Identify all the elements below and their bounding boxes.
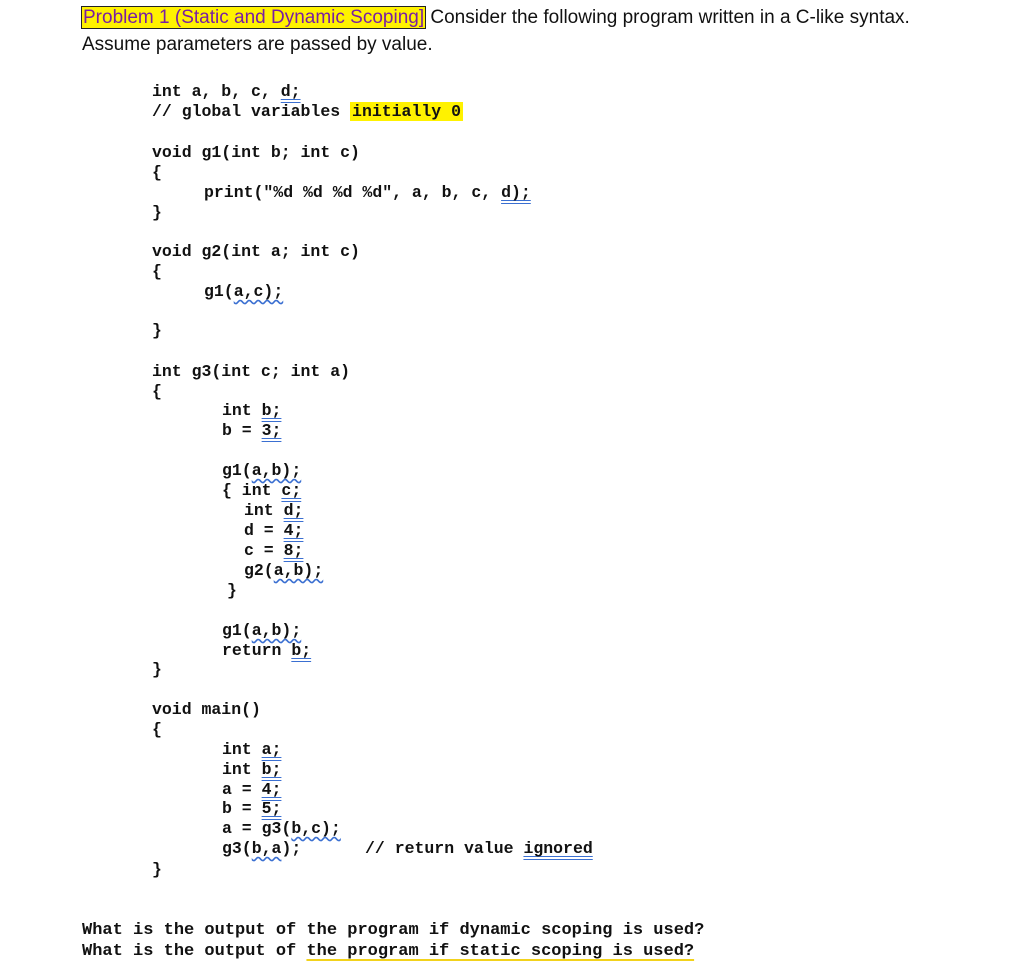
code-line-g3-return (222, 641, 311, 661)
code-text: d); (501, 183, 531, 202)
code-text: g3( (222, 839, 252, 858)
code-text: b; (261, 401, 282, 420)
code-line-main-close: } (152, 860, 162, 879)
code-line-main-call2 (222, 839, 301, 859)
question-text: What is the output of (82, 921, 307, 940)
code-line-block-assign-d (244, 521, 303, 541)
code-text: a,b); (251, 461, 302, 480)
code-text: g1( (222, 621, 252, 640)
highlight-initially: initially 0 (352, 102, 461, 121)
code-line-globals (152, 82, 301, 102)
code-line-g1-sig: void g1(int b; int c) (152, 143, 360, 162)
code-line-g3-assign-b (222, 421, 281, 441)
code-text: return (222, 641, 292, 660)
code-text: c = (244, 541, 284, 560)
code-line-block-decl-d (244, 501, 303, 521)
code-text: { int (222, 481, 282, 500)
code-line-block-close: } (227, 581, 237, 600)
code-line-g1-close: } (152, 203, 162, 222)
code-line-block-call (244, 561, 323, 581)
code-line-g1-open: { (152, 163, 162, 182)
code-text: int (244, 501, 284, 520)
code-text: 8; (283, 541, 304, 560)
code-text: g1( (222, 461, 252, 480)
code-line-g1-print (204, 183, 531, 203)
code-line-main-decl-a (222, 740, 281, 760)
question-text: What is the output of (82, 942, 307, 961)
code-line-globals-comment (152, 102, 463, 122)
code-line-block-open (222, 481, 301, 501)
code-line-g2-sig: void g2(int a; int c) (152, 242, 360, 261)
code-text: a = g3( (222, 819, 292, 838)
question-static (82, 941, 694, 962)
code-text: 5; (261, 799, 282, 818)
code-text: g2( (244, 561, 274, 580)
code-line-main-assign-b (222, 799, 281, 819)
code-line-block-assign-c (244, 541, 303, 561)
code-line-main-assign-a (222, 780, 281, 800)
code-line-g2-close: } (152, 321, 162, 340)
code-line-g3-open: { (152, 382, 162, 401)
code-text: int (222, 401, 262, 420)
code-text: int (222, 760, 262, 779)
code-text: a,c); (233, 282, 284, 301)
code-text: 4; (283, 521, 304, 540)
code-line-main-call1 (222, 819, 341, 839)
code-text: int a, b, c, (152, 82, 281, 101)
code-text: ); (281, 839, 302, 858)
code-line-g2-call (204, 282, 283, 302)
code-text: c; (281, 481, 302, 500)
code-line-g3-sig: int g3(int c; int a) (152, 362, 351, 381)
code-text: a,b); (251, 621, 302, 640)
code-text: b = (222, 421, 262, 440)
problem-intro: Consider the following program written in a C-like syntax. (425, 7, 910, 28)
code-text: 3; (261, 421, 282, 440)
code-text: b = (222, 799, 262, 818)
code-text: a = (222, 780, 262, 799)
code-text: g1( (204, 282, 234, 301)
code-text: b; (291, 641, 312, 660)
code-line-main-decl-b (222, 760, 281, 780)
code-text: a; (261, 740, 282, 759)
code-text: b; (261, 760, 282, 779)
problem-label: Problem 1 (Static and Dynamic Scoping] (83, 7, 425, 28)
code-line-g3-call2 (222, 621, 301, 641)
problem-assumption: Assume parameters are passed by value. (82, 34, 433, 55)
code-text: print("%d %d %d %d", a, b, c, (204, 183, 502, 202)
code-text: d; (280, 82, 301, 101)
code-line-g3-close: } (152, 660, 162, 679)
code-text: a,b); (273, 561, 324, 580)
problem-heading (82, 6, 910, 30)
code-line-main-comment (365, 839, 593, 859)
code-line-g3-call1 (222, 461, 301, 481)
code-text: b,c); (291, 819, 341, 838)
question-text: the program if dynamic scoping is used? (306, 921, 705, 940)
code-text: b,a (251, 839, 282, 858)
code-text: d; (283, 501, 304, 520)
code-text: // return value (365, 839, 524, 858)
code-line-g3-decl-b (222, 401, 281, 421)
code-line-main-open: { (152, 720, 162, 739)
code-line-main-sig: void main() (152, 700, 261, 719)
code-text: ignored (523, 839, 593, 858)
code-text: 4; (261, 780, 282, 799)
question-text: the program if static scoping is used? (306, 942, 695, 961)
code-text: // global variables (152, 102, 351, 121)
question-dynamic (82, 920, 704, 941)
code-text: int (222, 740, 262, 759)
code-text: d = (244, 521, 284, 540)
code-line-g2-open: { (152, 262, 162, 281)
